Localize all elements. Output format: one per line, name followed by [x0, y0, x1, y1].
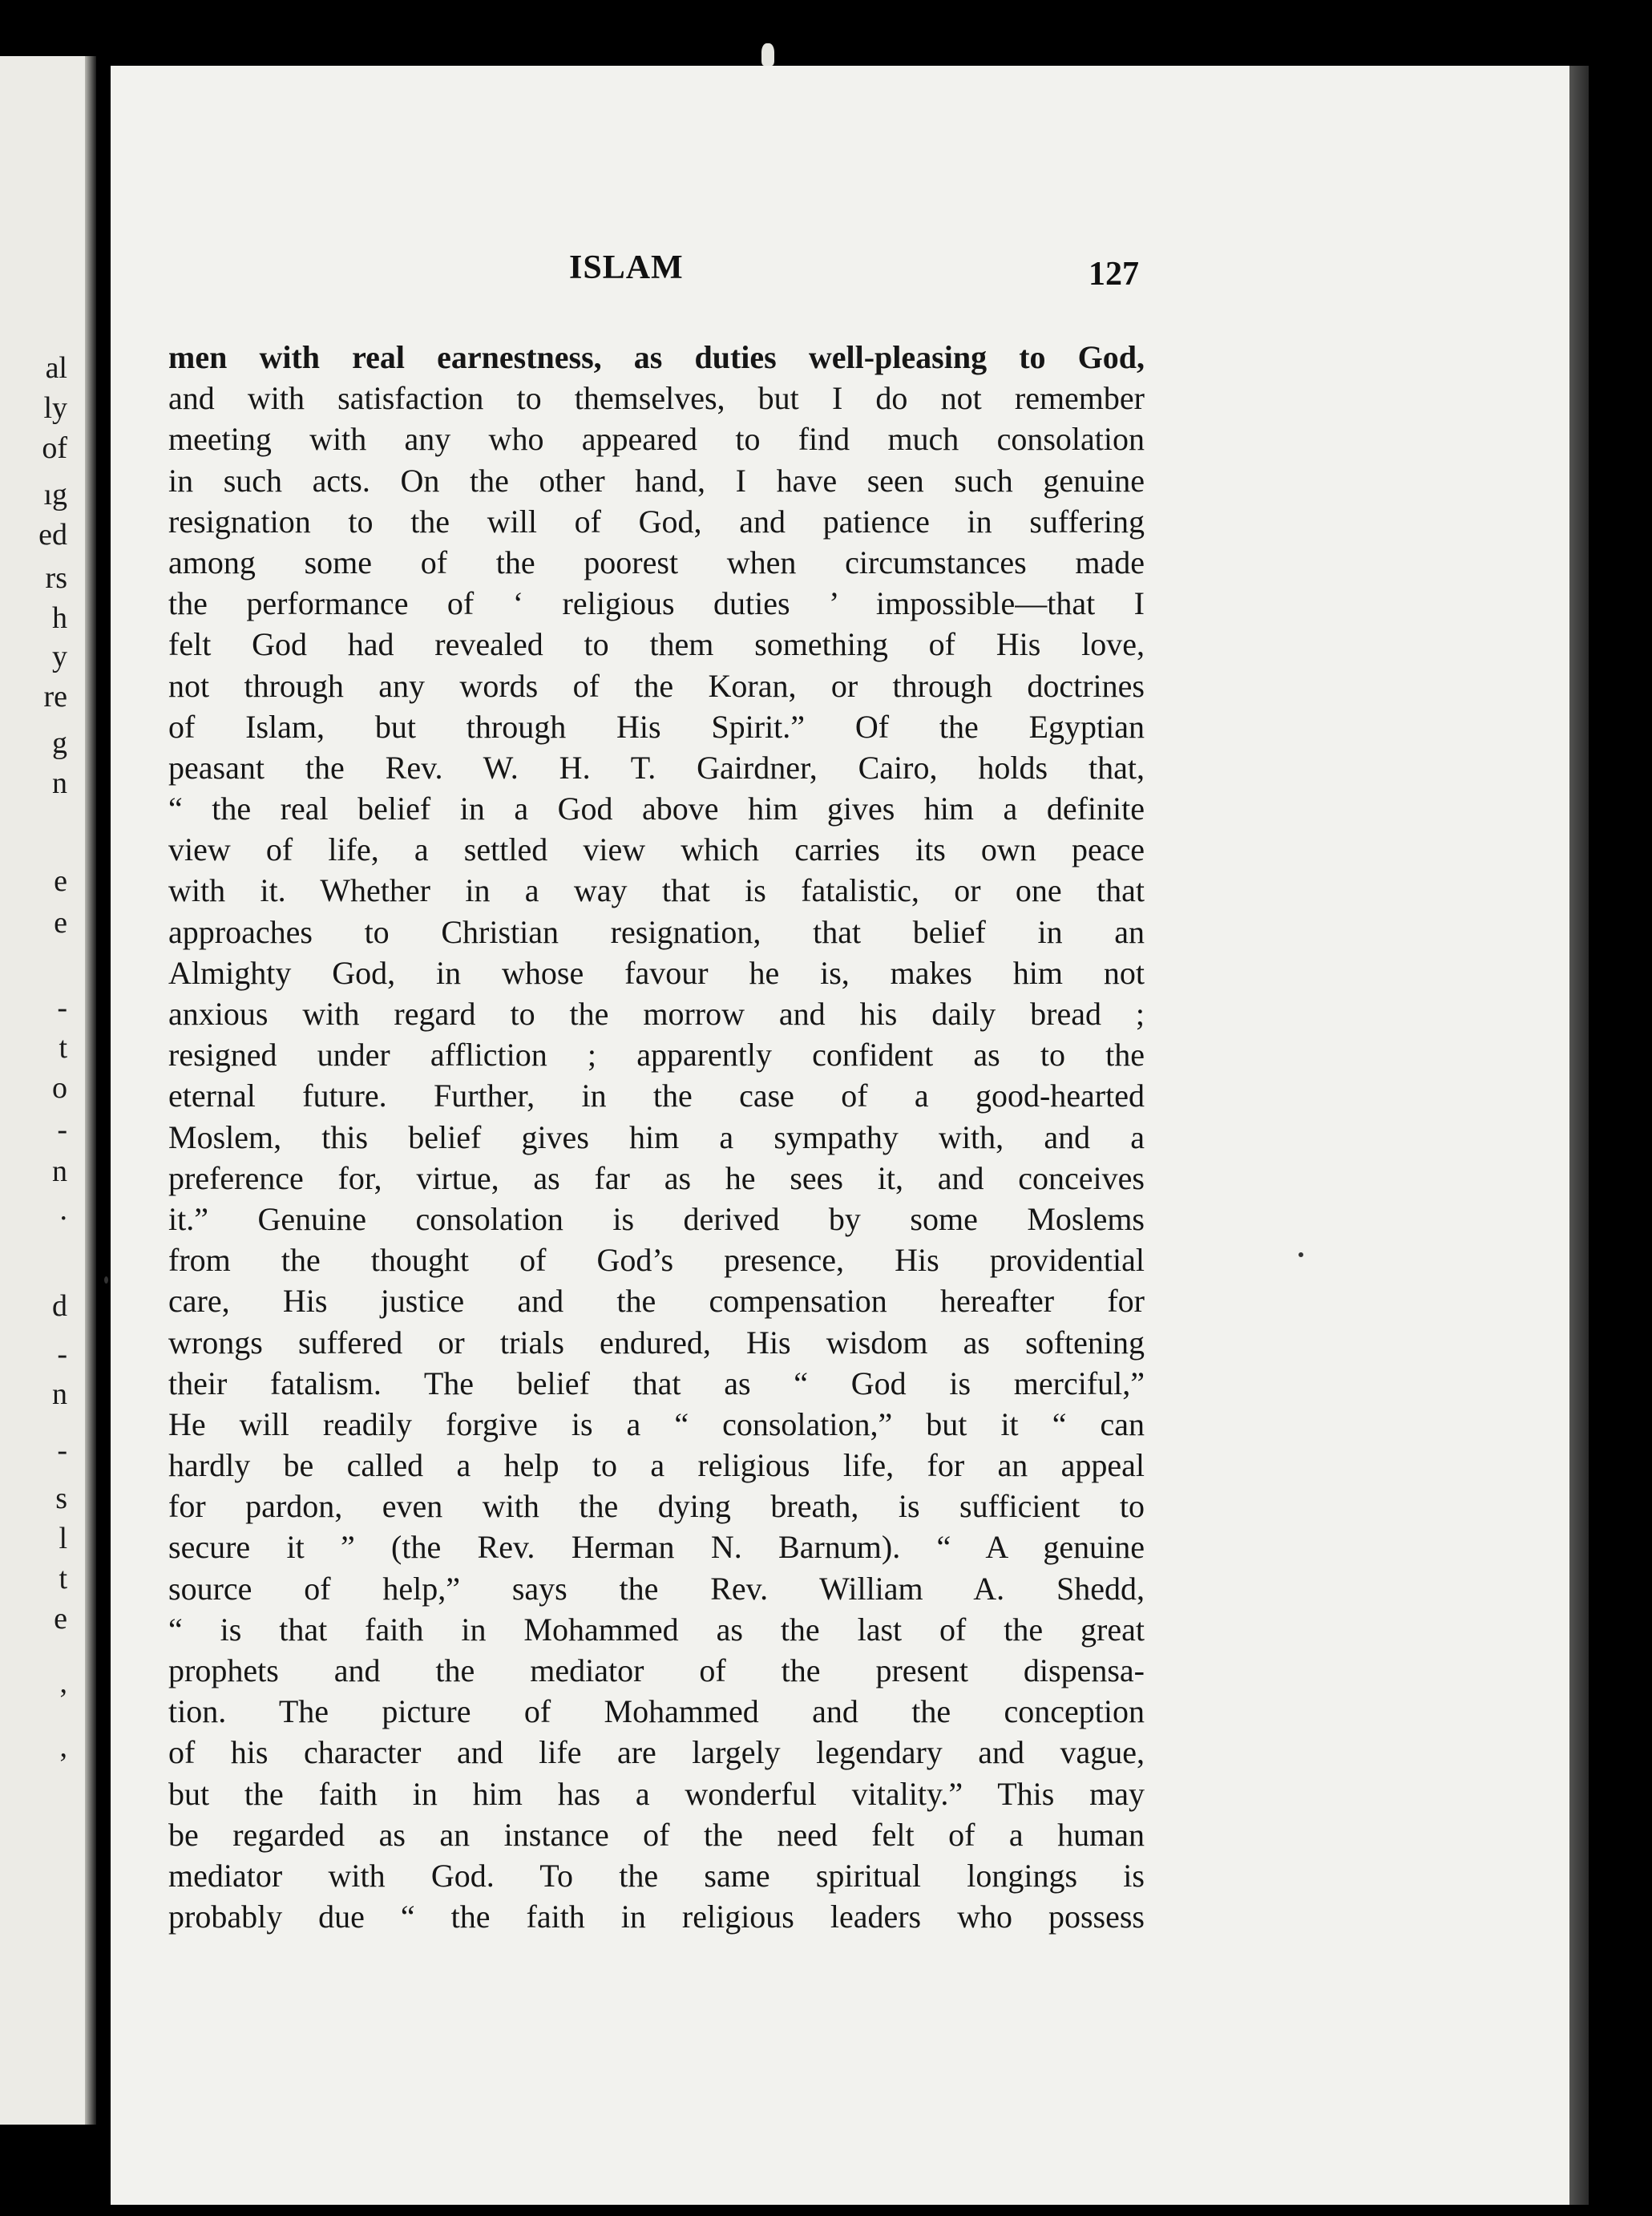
text-line: prophets and the mediator of the present dispensa-	[168, 1652, 1145, 1688]
previous-page-text-fragments	[0, 56, 96, 2125]
text-line: but the faith in him has a wonderful vitality.” This may	[168, 1775, 1145, 1812]
previous-page-fragment: n	[52, 1377, 67, 1411]
text-line: not through any words of the Koran, or through doctrines	[168, 667, 1145, 704]
text-line: their fatalism. The belief that as “ God is merciful,”	[168, 1365, 1145, 1401]
text-line: approaches to Christian resignation, that belief in an	[168, 913, 1145, 950]
previous-page-fragment: h	[52, 601, 67, 635]
text-line: mediator with God. To the same spiritual longings is	[168, 1857, 1145, 1894]
text-line: the performance of ‘ religious duties ’ impossible—that I	[168, 585, 1145, 622]
dust-speck	[1299, 1252, 1303, 1257]
previous-page-fragment: ,	[59, 1730, 67, 1764]
text-line: with it. Whether in a way that is fatalistic, or one that	[168, 872, 1145, 909]
text-line: peasant the Rev. W. H. T. Gairdner, Cairo, holds that,	[168, 749, 1145, 786]
text-line: anxious with regard to the morrow and his daily bread ;	[168, 996, 1145, 1032]
text-line: care, His justice and the compensation hereafter for	[168, 1283, 1145, 1320]
text-line: He will readily forgive is a “ consolation,” but it “ can	[168, 1405, 1145, 1442]
previous-page-fragment: -	[57, 1113, 67, 1146]
text-line: for pardon, even with the dying breath, is sufficient to	[168, 1488, 1145, 1525]
previous-page-fragment: s	[55, 1482, 67, 1515]
running-head: ISLAM	[569, 249, 684, 286]
previous-page-fragment: re	[43, 680, 67, 714]
text-line: in such acts. On the other hand, I have seen such genuine	[168, 462, 1145, 499]
previous-page-fragment: g	[52, 726, 67, 760]
previous-page-fragment: e	[54, 906, 67, 940]
previous-page-fragment: n	[52, 1155, 67, 1188]
previous-page-fragment: .	[59, 1193, 67, 1227]
text-line: view of life, a settled view which carries its own peace	[168, 831, 1145, 868]
body-text	[168, 337, 1145, 1937]
previous-page-fragment: o	[52, 1071, 67, 1105]
text-line: felt God had revealed to them something of His love,	[168, 626, 1145, 663]
previous-page-fragment: al	[45, 351, 67, 385]
book-gutter	[85, 56, 96, 2125]
previous-page-fragment: -	[57, 991, 67, 1025]
text-line: from the thought of God’s presence, His providential	[168, 1242, 1145, 1279]
previous-page-fragment: d	[52, 1289, 67, 1323]
text-line: source of help,” says the Rev. William A. Shedd,	[168, 1570, 1145, 1607]
text-line: “ the real belief in a God above him gives him a definite	[168, 791, 1145, 827]
text-line: Moslem, this belief gives him a sympathy with, and a	[168, 1118, 1145, 1155]
text-line: among some of the poorest when circumstances made	[168, 544, 1145, 580]
text-line: resignation to the will of God, and patience in suffering	[168, 503, 1145, 540]
previous-page-fragment: t	[59, 1562, 67, 1595]
text-line: men with real earnestness, as duties well-pleasing to God,	[168, 339, 1145, 375]
text-line: of Islam, but through His Spirit.” Of the Egyptian	[168, 708, 1145, 745]
previous-page-fragment: e	[54, 864, 67, 898]
text-line: of his character and life are largely legendary and vague,	[168, 1734, 1145, 1771]
previous-page-fragment: l	[59, 1522, 67, 1555]
text-line: hardly be called a help to a religious life, for an appeal	[168, 1447, 1145, 1484]
previous-page-fragment: ly	[43, 391, 67, 425]
text-line: “ is that faith in Mohammed as the last of the great	[168, 1611, 1145, 1648]
previous-page-fragment: t	[59, 1031, 67, 1065]
text-line: tion. The picture of Mohammed and the conception	[168, 1693, 1145, 1730]
page-number: 127	[1089, 256, 1139, 293]
text-line: Almighty God, in whose favour he is, makes him not	[168, 954, 1145, 991]
text-line: be regarded as an instance of the need felt of a human	[168, 1816, 1145, 1853]
previous-page-fragment: e	[54, 1602, 67, 1636]
text-line: preference for, virtue, as far as he sees it, and conceives	[168, 1159, 1145, 1196]
previous-page-fragment: y	[52, 640, 67, 673]
text-line: resigned under affliction ; apparently confident as to the	[168, 1037, 1145, 1074]
text-line: secure it ” (the Rev. Herman N. Barnum). “ A genuine	[168, 1529, 1145, 1566]
text-line: and with satisfaction to themselves, but I do not remember	[168, 380, 1145, 417]
previous-page-fragment: rs	[45, 561, 67, 595]
text-line: meeting with any who appeared to find much consolation	[168, 421, 1145, 458]
previous-page-fragment: of	[42, 431, 67, 465]
text-line: it.” Genuine consolation is derived by some Moslems	[168, 1200, 1145, 1237]
previous-page-fragment: ,	[59, 1666, 67, 1700]
previous-page-fragment: ıg	[43, 478, 67, 512]
dust-speck	[104, 1276, 108, 1284]
text-line: probably due “ the faith in religious leaders who possess	[168, 1899, 1145, 1935]
previous-page-fragment: n	[52, 766, 67, 800]
previous-page-fragment: -	[57, 1337, 67, 1371]
scanner-clip-mark	[761, 43, 774, 66]
text-line: eternal future. Further, in the case of a good-hearted	[168, 1078, 1145, 1114]
previous-page-fragment: -	[57, 1434, 67, 1467]
text-line: wrongs suffered or trials endured, His wisdom as softening	[168, 1324, 1145, 1361]
previous-page-fragment: ed	[38, 518, 67, 552]
previous-page-edge	[0, 56, 96, 2125]
